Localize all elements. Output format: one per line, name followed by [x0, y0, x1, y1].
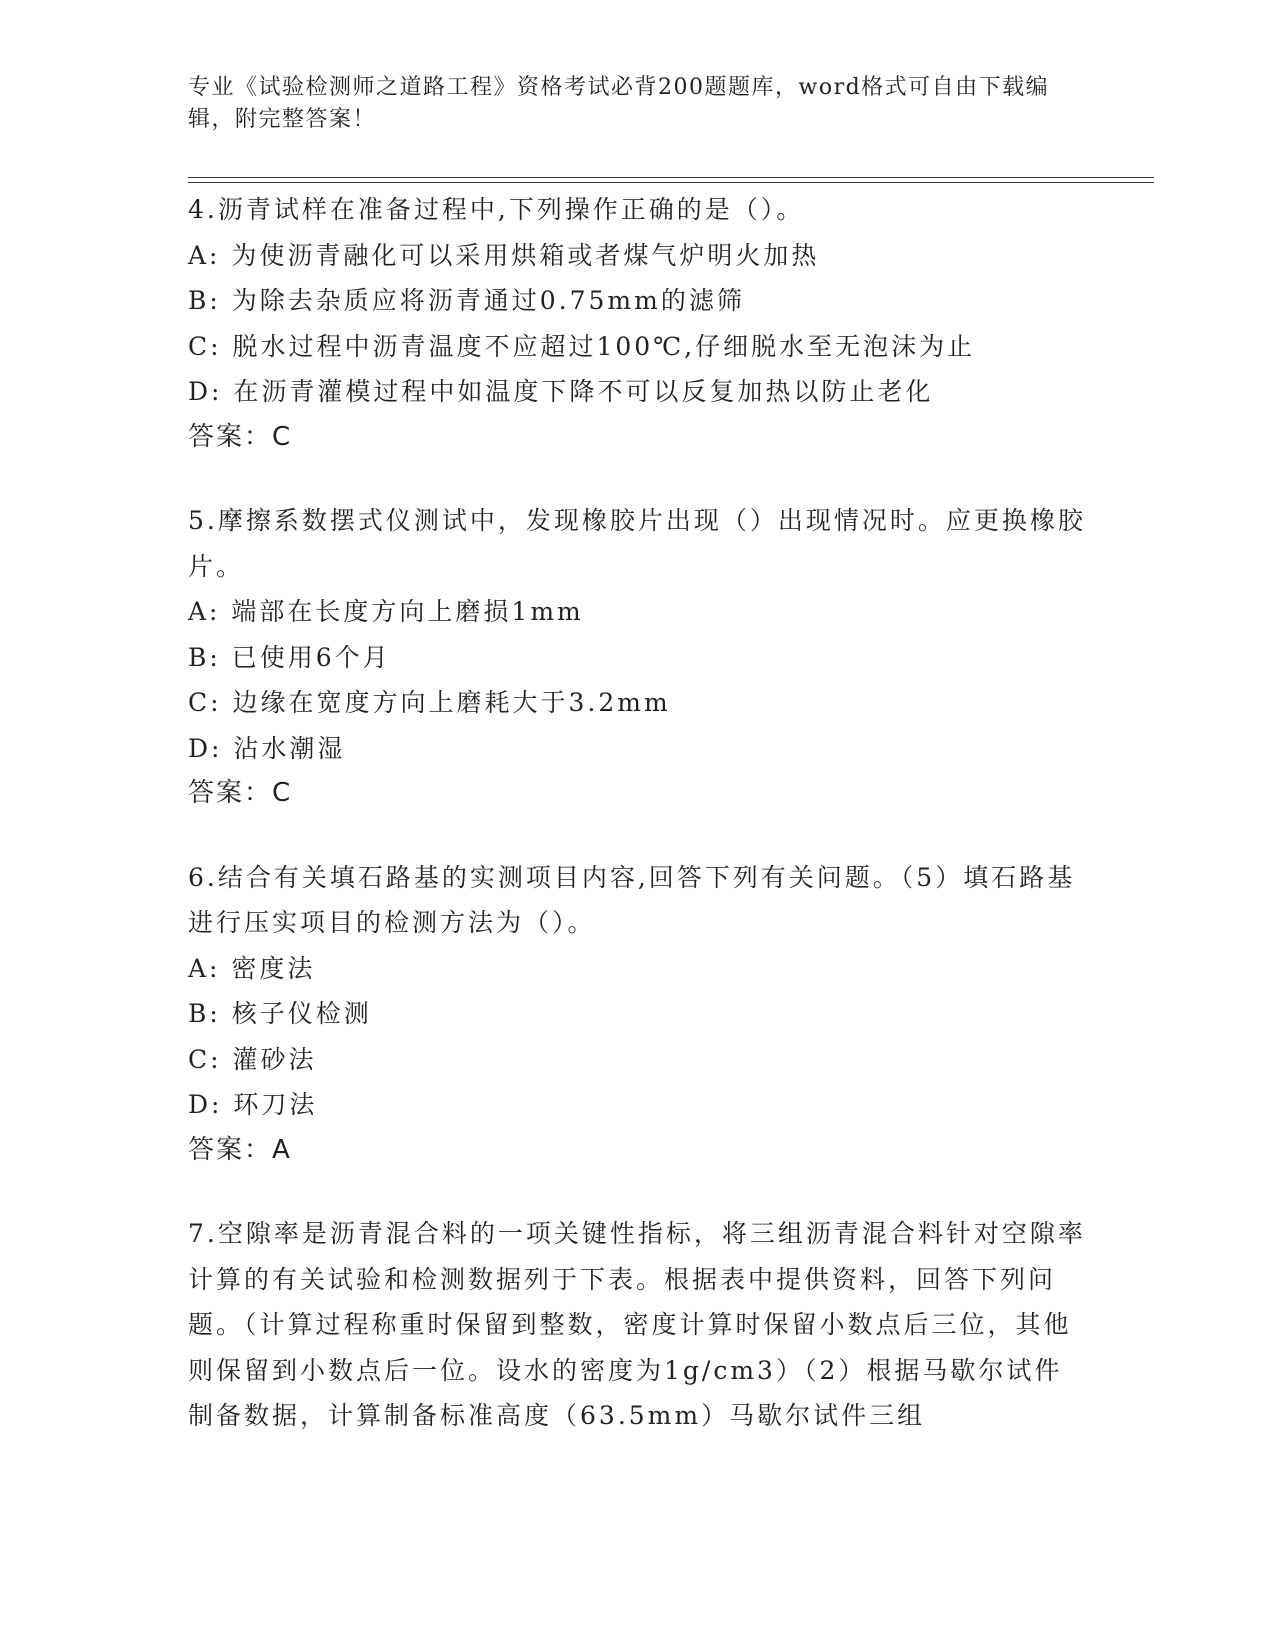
option-b: B: 核子仪检测 — [188, 999, 372, 1028]
header-rule-top — [188, 177, 1154, 178]
option-d: D: 沾水潮湿 — [188, 733, 346, 763]
option-c: C: 脱水过程中沥青温度不应超过100℃,仔细脱水至无泡沫为止 — [188, 331, 976, 361]
answer: 答案：A — [188, 1134, 292, 1165]
question-6 — [188, 855, 1088, 1174]
question-text: 6.结合有关填石路基的实测项目内容,回答下列有关问题。（5）填石路基进行压实项目的检测方法为（）。 — [188, 862, 1076, 937]
option-b: B: 已使用6个月 — [188, 642, 391, 672]
document-header: 专业《试验检测师之道路工程》资格考试必背200题题库，word格式可自由下载编辑，附完整答案！ — [188, 75, 1050, 132]
option-d: D: 环刀法 — [188, 1090, 318, 1119]
question-4 — [188, 187, 1088, 460]
option-b: B: 为除去杂质应将沥青通过0.75mm的滤筛 — [188, 286, 745, 315]
question-7 — [188, 1211, 1088, 1439]
header-rule-bottom — [188, 182, 1154, 183]
option-a: A: 为使沥青融化可以采用烘箱或者煤气炉明火加热 — [188, 240, 820, 270]
answer: 答案：C — [188, 778, 293, 808]
question-text: 4.沥青试样在准备过程中,下列操作正确的是（）。 — [188, 195, 805, 224]
question-text: 5.摩擦系数摆式仪测试中，发现橡胶片出现（）出现情况时。应更换橡胶片。 — [188, 506, 1086, 581]
question-text: 7.空隙率是沥青混合料的一项关键性指标，将三组沥青混合料针对空隙率计算的有关试验和检测数据列于下表。根据表中提供资料，回答下列问题。（计算过程称重时保留到整数，密度计算时保留小数点后三位，其他则保留到小数点后一位。设水的密度为1g/cm3）（2）根据马歇尔试件制备数据，计算制备标准高度（63.5mm）马歇尔试件三组 — [188, 1219, 1086, 1430]
option-c: C: 灌砂法 — [188, 1044, 317, 1074]
option-a: A: 密度法 — [188, 953, 316, 983]
question-list — [188, 187, 1088, 1477]
question-5 — [188, 498, 1088, 817]
answer: 答案：C — [188, 421, 293, 452]
option-d: D: 在沥青灌模过程中如温度下降不可以反复加热以防止老化 — [188, 377, 934, 406]
option-c: C: 边缘在宽度方向上磨耗大于3.2mm — [188, 688, 671, 717]
option-a: A: 端部在长度方向上磨损1mm — [188, 597, 584, 626]
